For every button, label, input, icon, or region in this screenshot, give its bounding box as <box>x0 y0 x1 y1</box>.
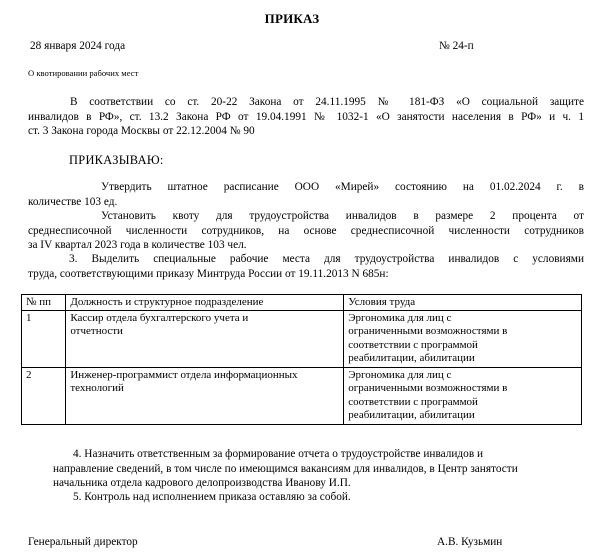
item-line: 3. Выделить специальные рабочие места для трудоустройства инвалидов с условиями <box>69 253 584 265</box>
row-number: 1 <box>22 310 66 367</box>
item-line: Утвердить штатное расписание ООО «Мирей» состоянию на 01.02.2024 г. в <box>101 181 584 193</box>
order-item-3 <box>28 252 584 281</box>
row-position <box>66 310 344 367</box>
row-conditions <box>344 310 582 367</box>
cell-line: Эргономика для лиц с <box>348 368 452 381</box>
row-position <box>66 367 344 424</box>
cell-line: соответствии с программой <box>348 338 478 351</box>
order-word: ПРИКАЗЫВАЮ: <box>69 153 164 167</box>
cell-line: реабилитации, абилитации <box>348 409 475 421</box>
item-line: количестве 103 ед. <box>28 195 118 208</box>
document-number: № 24-п <box>439 40 474 52</box>
table-header-row <box>22 295 582 311</box>
item-line: за IV квартал 2023 года в количестве 103 чел. <box>28 239 247 251</box>
row-conditions <box>344 367 582 424</box>
cell-line: технологий <box>70 382 124 394</box>
table-row <box>22 310 582 367</box>
document-title: ПРИКАЗ <box>264 11 320 26</box>
cell-line: Эргономика для лиц с <box>348 311 452 324</box>
order-item-5: 5. Контроль над исполнением приказа оставляю за собой. <box>73 491 351 503</box>
item-line: труда, соответствующими приказу Минтруда России от 19.11.2013 N 685н: <box>28 267 389 280</box>
order-item-1 <box>28 180 584 209</box>
order-item-2 <box>28 209 584 253</box>
table-header-cell: Условия труда <box>344 295 582 311</box>
cell-line: ограниченными возможностями в <box>348 382 508 394</box>
item-line: 4. Назначить ответственным за формирование отчета о трудоустройстве инвалидов и <box>73 448 484 460</box>
signature-name: А.В. Кузьмин <box>437 536 503 548</box>
cell-line: ограниченными возможностями в <box>348 325 508 337</box>
item-line: среднесписочной численности сотрудников, на основе среднесписочной численности сотрудников <box>28 224 584 237</box>
document-subject: О квотировании рабочих мест <box>28 68 139 78</box>
workplaces-table <box>21 294 582 425</box>
cell-line: Кассир отдела бухгалтерского учета и <box>70 311 249 324</box>
preamble-line: инвалидов в РФ», ст. 13.2 Закона РФ от 19.04.1991 № 1032-1 «О занятости населения в РФ» и ч. 1 <box>28 110 584 123</box>
cell-line: Инженер-программист отдела информационных <box>70 368 298 381</box>
table-header-cell: № пп <box>22 295 66 311</box>
preamble-line: ст. 3 Закона города Москвы от 22.12.2004 № 90 <box>28 125 255 137</box>
signature-position: Генеральный директор <box>28 536 138 548</box>
table-header-cell: Должность и структурное подразделение <box>66 295 344 311</box>
preamble <box>28 95 584 139</box>
preamble-line: В соответствии со ст. 20-22 Закона от 24.11.1995 № 181-ФЗ «О социальной защите <box>70 96 584 108</box>
row-number: 2 <box>22 367 66 424</box>
cell-line: отчетности <box>70 325 123 337</box>
cell-line: соответствии с программой <box>348 395 478 408</box>
item-line: направление сведений, в том числе по имеющимся вакансиям для инвалидов, в Центр занятости <box>53 462 518 475</box>
table-row <box>22 367 582 424</box>
item-line: Установить квоту для трудоустройства инвалидов в размере 2 процента от <box>101 210 584 222</box>
order-item-4 <box>53 447 584 491</box>
cell-line: реабилитации, абилитации <box>348 352 475 364</box>
item-line: начальника отдела кадрового делопроизводства Иванову И.П. <box>53 477 351 489</box>
document-date: 28 января 2024 года <box>30 40 126 52</box>
